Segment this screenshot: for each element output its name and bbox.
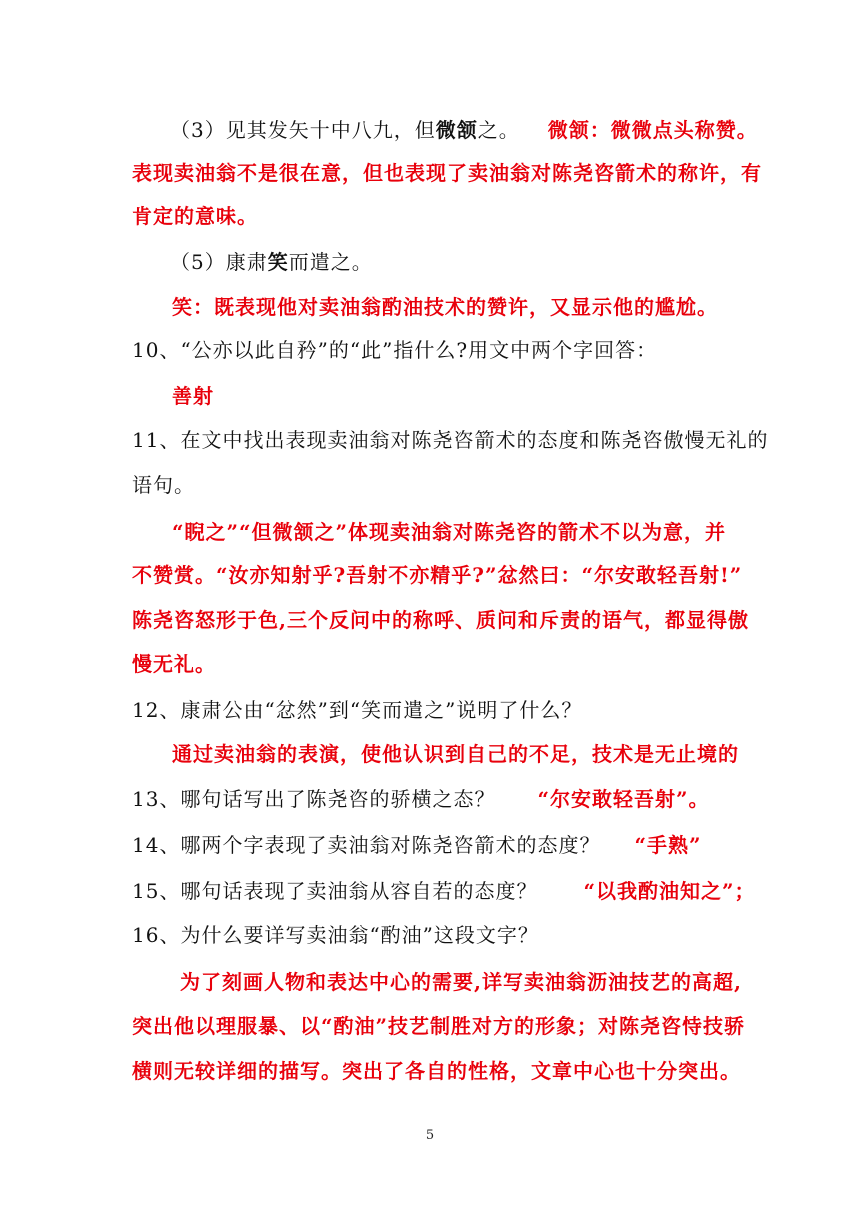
q3-answer: 微颔：微微点头称赞。: [547, 118, 758, 142]
q13-answer: “尔安敢轻吾射”。: [537, 787, 710, 811]
q15-answer: “以我酌油知之”；: [583, 879, 756, 903]
q13-line: [132, 787, 709, 811]
q3-answer-line-3: 肯定的意味。: [132, 204, 258, 228]
q16-answer-line-3: 横则无较详细的描写。突出了各自的性格，文章中心也十分突出。: [132, 1059, 741, 1083]
page-number: 5: [425, 1128, 435, 1143]
q14-question: 14、哪两个字表现了卖油翁对陈尧咨箭术的态度？: [132, 833, 601, 857]
q3-question: （3）见其发矢十中八九，但: [170, 118, 436, 142]
q5-line: [170, 250, 373, 274]
q11-answer-line-1: “睨之”“但微颔之”体现卖油翁对陈尧咨的箭术不以为意，并: [172, 520, 727, 544]
q14-line: [132, 833, 701, 857]
q5-keyword: 笑: [267, 250, 289, 274]
q16-answer-line-2: 突出他以理服暴、以“酌油”技艺制胜对方的形象；对陈尧咨恃技骄: [132, 1014, 746, 1038]
q13-question: 13、哪句话写出了陈尧咨的骄横之态？: [132, 787, 496, 811]
q5-question-tail: 而遣之。: [288, 250, 373, 274]
q16-answer-line-1: 为了刻画人物和表达中心的需要,详写卖油翁沥油技艺的高超,: [180, 970, 742, 994]
q3-answer-line-2: 表现卖油翁不是很在意，但也表现了卖油翁对陈尧咨箭术的称许，有: [132, 161, 762, 185]
q5-answer: 笑：既表现他对卖油翁酌油技术的赞许，又显示他的尴尬。: [172, 295, 718, 319]
q12-answer: 通过卖油翁的表演，使他认识到自己的不足，技术是无止境的: [172, 742, 739, 766]
q3-question-tail: 之。: [477, 118, 520, 142]
q10-question: 10、“公亦以此自矜”的“此”指什么?用文中两个字回答：: [132, 338, 658, 362]
q15-question: 15、哪句话表现了卖油翁从容自若的态度？: [132, 879, 538, 903]
q11-question-line-2: 语句。: [132, 473, 195, 497]
q11-answer-line-3: 陈尧咨怒形于色,三个反问中的称呼、质问和斥责的语气，都显得傲: [132, 608, 749, 632]
q12-question: 12、康肃公由“忿然”到“笑而遣之”说明了什么？: [132, 698, 583, 722]
q11-answer-line-4: 慢无礼。: [132, 652, 216, 676]
q11-answer-line-2: 不赞赏。“汝亦知射乎?吾射不亦精乎?”忿然曰：“尔安敢轻吾射!”: [132, 563, 743, 587]
q16-question: 16、为什么要详写卖油翁“酌油”这段文字？: [132, 923, 539, 947]
q5-question: （5）康肃: [170, 250, 268, 274]
q11-question-line-1: 11、在文中找出表现卖油翁对陈尧咨箭术的态度和陈尧咨傲慢无礼的: [132, 428, 769, 452]
q14-answer: “手熟”: [634, 833, 702, 857]
q3-keyword: 微颔: [435, 118, 478, 142]
q15-line: [132, 879, 755, 903]
q10-answer: 善射: [172, 384, 214, 408]
q3-line: [170, 118, 758, 142]
